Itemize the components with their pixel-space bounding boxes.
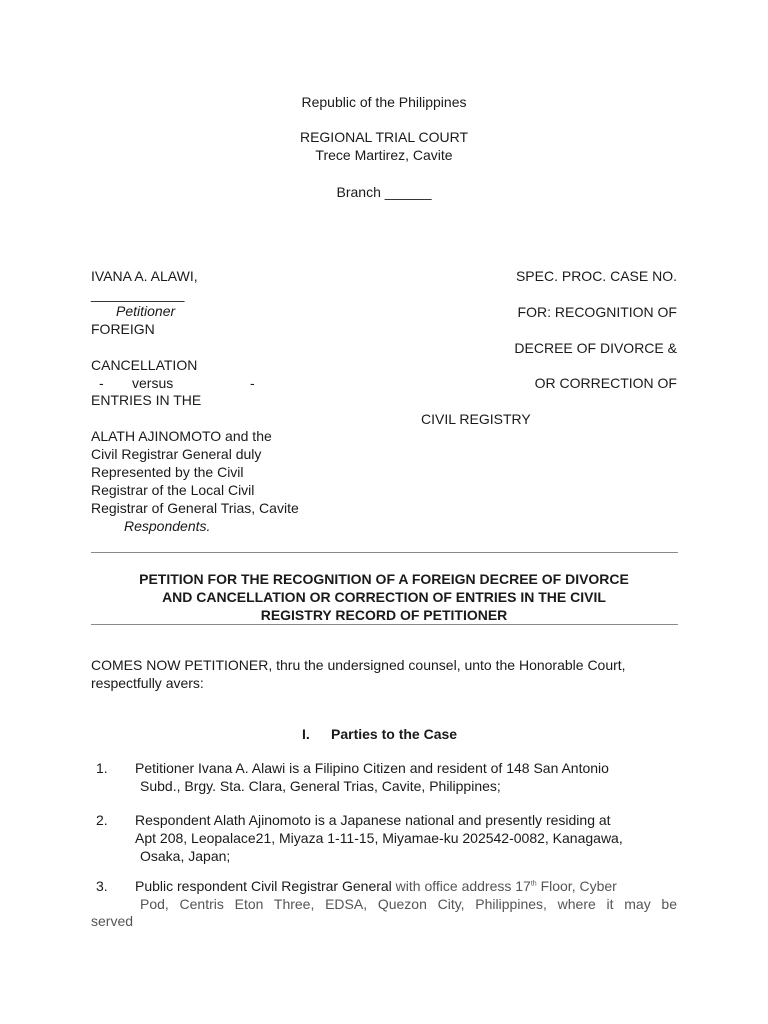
caption-cancellation: CANCELLATION <box>91 357 198 373</box>
item-text-line: Pod, Centris Eton Three, EDSA, Quezon City, Philippines, where it may be <box>140 896 677 912</box>
header-country: Republic of the Philippines <box>301 94 467 110</box>
case-number: SPEC. PROC. CASE NO. <box>515 268 677 284</box>
petition-title-line: PETITION FOR THE RECOGNITION OF A FOREIGN DECREE OF DIVORCE <box>139 571 629 587</box>
case-correction-line: OR CORRECTION OF <box>534 375 677 391</box>
item-number: 3. <box>96 878 108 894</box>
item-text-line: Subd., Brgy. Sta. Clara, General Trias, Cavite, Philippines; <box>140 778 501 794</box>
respondents-line: Represented by the Civil <box>91 464 244 480</box>
petitioner-line: ____________ <box>91 286 185 302</box>
respondents-role: Respondents. <box>124 518 211 534</box>
respondents-line: Registrar of General Trias, Cavite <box>91 500 299 516</box>
intro-line: COMES NOW PETITIONER, thru the undersigned counsel, unto the Honorable Court, <box>91 657 626 673</box>
item-text-line: Osaka, Japan; <box>140 848 231 864</box>
header-branch: Branch ______ <box>336 184 432 200</box>
section-title: Parties to the Case <box>331 726 458 742</box>
petitioner-role: Petitioner <box>116 303 176 319</box>
petition-title-line: REGISTRY RECORD OF PETITIONER <box>260 607 508 623</box>
item-text-segment: with office address 17 <box>391 878 531 894</box>
item-text-segment: Public respondent Civil Registrar General <box>135 878 392 894</box>
respondents-line: Registrar of the Local Civil <box>91 482 255 498</box>
petition-title-line: AND CANCELLATION OR CORRECTION OF ENTRIES IN THE CIVIL <box>162 589 606 605</box>
petitioner-name: IVANA A. ALAWI, <box>91 268 198 284</box>
title-top-rule <box>91 552 678 553</box>
dash-right: - <box>250 375 255 391</box>
item-number: 1. <box>96 760 108 776</box>
case-for-line: FOR: RECOGNITION OF <box>517 304 677 320</box>
case-civil-registry: CIVIL REGISTRY <box>421 411 531 427</box>
item-text-segment: Floor, Cyber <box>536 878 617 894</box>
superscript-ordinal: th <box>530 880 537 888</box>
respondents-line: Civil Registrar General duly <box>91 446 262 462</box>
header-location: Trece Martirez, Cavite <box>315 147 453 163</box>
item-text-line: Petitioner Ivana A. Alawi is a Filipino Citizen and resident of 148 San Antonio <box>135 760 609 776</box>
respondents-line: ALATH AJINOMOTO and the <box>91 428 272 444</box>
dash-left: - <box>99 375 104 391</box>
item-text-line: Respondent Alath Ajinomoto is a Japanese national and presently residing at <box>135 812 611 828</box>
intro-line: respectfully avers: <box>91 675 204 691</box>
item-text-line <box>135 878 617 895</box>
title-bottom-rule <box>91 624 678 625</box>
case-decree-line: DECREE OF DIVORCE & <box>514 340 677 356</box>
item-text-line: served <box>91 913 134 929</box>
section-number: I. <box>302 726 310 742</box>
header-court: REGIONAL TRIAL COURT <box>299 129 469 145</box>
caption-entries: ENTRIES IN THE <box>91 392 202 408</box>
caption-foreign: FOREIGN <box>91 321 155 337</box>
item-number: 2. <box>96 812 108 828</box>
caption-versus: versus <box>132 375 174 391</box>
item-text-line: Apt 208, Leopalace21, Miyaza 1-11-15, Miyamae-ku 202542-0082, Kanagawa, <box>135 830 623 846</box>
